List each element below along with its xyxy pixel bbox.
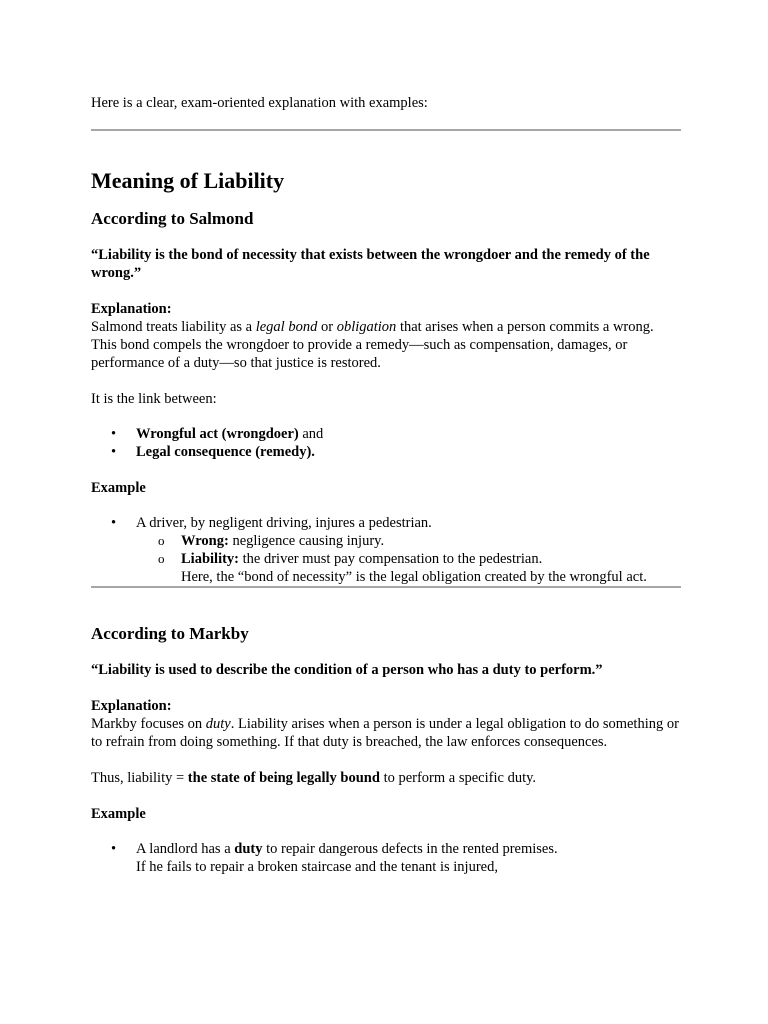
salmond-example-list	[91, 514, 681, 586]
document-content	[91, 94, 681, 876]
salmond-quote: “Liability is the bond of necessity that exists between the wrongdoer and the remedy of the wrong.”	[91, 247, 650, 281]
salmond-explanation-label: Explanation:	[91, 301, 172, 317]
list-item: • A landlord has a duty to repair dangerous defects in the rented premises. If he fails to repair a broken staircase and the tenant is injured,	[91, 840, 681, 876]
salmond-example-label: Example	[91, 480, 146, 496]
markby-example-list	[91, 840, 681, 876]
list-item: • Wrongful act (wrongdoer) and	[91, 425, 681, 443]
sub-list-item: o Liability: the driver must pay compensation to the pedestrian. Here, the “bond of necessity” is the legal obligation created by the wrongful act.	[136, 550, 681, 586]
salmond-link-intro: It is the link between:	[91, 391, 217, 407]
duty-term: duty	[205, 716, 231, 732]
markby-quote: “Liability is used to describe the condition of a person who has a duty to perform.”	[91, 662, 603, 678]
page-title: Meaning of Liability	[91, 168, 285, 193]
list-item: • A driver, by negligent driving, injures a pedestrian. o Wrong: negligence causing injury. o Liability: the driver must pay compensation to the pedestrian. Here, the “bond of necessity” is the legal obligation created by the wrongful act.	[91, 514, 681, 586]
obligation-term: obligation	[336, 319, 397, 335]
legal-bond-term: legal bond	[255, 319, 318, 335]
markby-example-label: Example	[91, 806, 146, 822]
markby-thus: Thus, liability = the state of being legally bound to perform a specific duty.	[91, 770, 537, 786]
salmond-link-list	[91, 425, 681, 461]
sub-list-item: o Wrong: negligence causing injury.	[136, 532, 681, 550]
salmond-heading: According to Salmond	[91, 209, 254, 228]
markby-heading: According to Markby	[91, 624, 249, 643]
list-item: • Legal consequence (remedy).	[91, 443, 681, 461]
sub-note: Here, the “bond of necessity” is the legal obligation created by the wrongful act.	[181, 569, 647, 585]
markby-explanation-label: Explanation:	[91, 698, 172, 714]
salmond-explanation: Salmond treats liability as a legal bond or obligation that arises when a person commits a wrong. This bond compels the wrongdoer to provide a remedy—such as compensation, damages, or performance of a duty—so that justice is restored.	[91, 319, 654, 371]
markby-explanation: Markby focuses on duty. Liability arises when a person is under a legal obligation to do something or to refrain from doing something. If that duty is breached, the law enforces consequences.	[91, 716, 679, 750]
horizontal-rule	[91, 586, 681, 588]
intro-text: Here is a clear, exam-oriented explanation with examples:	[91, 95, 428, 111]
horizontal-rule	[91, 129, 681, 131]
salmond-sub-list	[136, 532, 681, 586]
